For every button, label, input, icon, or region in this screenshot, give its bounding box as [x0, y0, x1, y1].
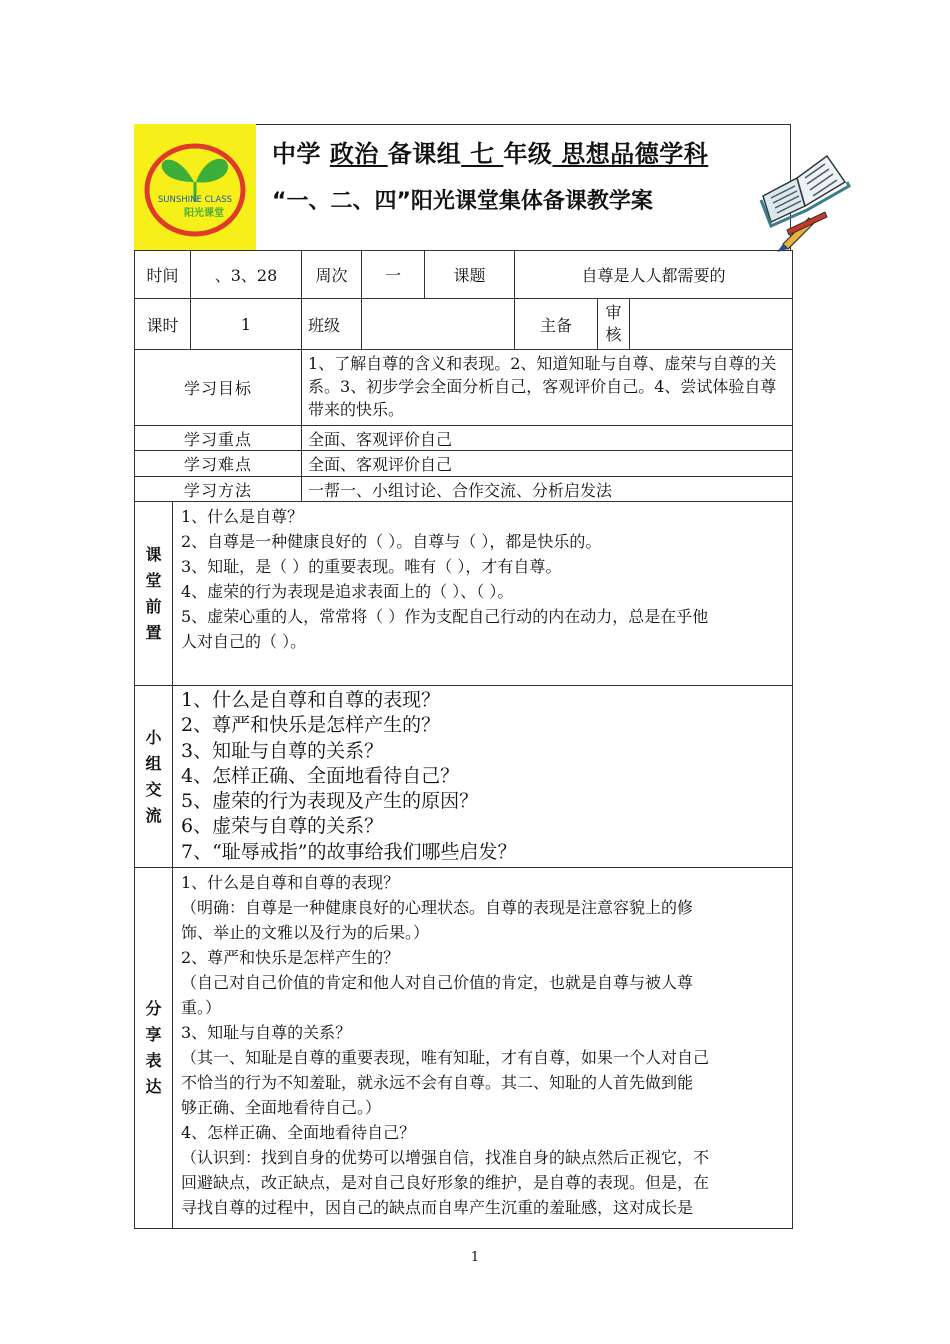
share-line: 不恰当的行为不知羞耻，就永远不会有自尊。其二、知耻的人首先做到能	[181, 1073, 694, 1093]
share-content	[173, 868, 793, 1229]
title-part-subject: 政治	[329, 140, 388, 168]
class-label: 班级	[302, 299, 362, 350]
goals-row	[135, 350, 793, 426]
svg-text:SUNSHINE CLASS: SUNSHINE CLASS	[157, 195, 233, 205]
topic-value: 自尊是人人都需要的	[515, 251, 793, 299]
week-value: 一	[362, 251, 425, 299]
review-value	[630, 299, 793, 350]
share-line: （其一、知耻是自尊的重要表现，唯有知耻，才有自尊，如果一个人对自己	[181, 1048, 710, 1068]
time-value: 、3、28	[191, 251, 302, 299]
preview-line: 1、什么是自尊？	[181, 507, 304, 526]
share-line: 回避缺点，改正缺点，是对自己良好形象的维护，是自尊的表现。但是，在	[181, 1173, 710, 1193]
share-line: 4、怎样正确、全面地看待自己？	[181, 1123, 416, 1143]
period-label: 课时	[135, 299, 191, 350]
share-line: 1、什么是自尊和自尊的表现？	[181, 873, 400, 893]
preview-label: 课 堂 前 置	[135, 502, 173, 686]
share-line: （自己对自己价值的肯定和他人对自己价值的肯定，也就是自尊与被人尊	[181, 973, 694, 993]
time-label: 时间	[135, 251, 191, 299]
title-part-grade-number: 七	[461, 140, 504, 168]
review-label-text: 审核	[605, 303, 622, 344]
group-label: 小 组 交 流	[135, 686, 173, 868]
class-value	[362, 299, 515, 350]
group-line: 4、怎样正确、全面地看待自己？	[181, 764, 460, 787]
page-number: 1	[470, 1250, 480, 1265]
share-line: （明确：自尊是一种健康良好的心理状态。自尊的表现是注意容貌上的修	[181, 898, 694, 918]
preview-line: 5、虚荣心重的人，常常将（ ）作为支配自己行动的内在动力，总是在乎他	[181, 607, 709, 626]
share-line: （认识到：找到自身的优势可以增强自信，找准自身的缺点然后正视它，不	[181, 1148, 710, 1168]
svg-text:阳光课堂: 阳光课堂	[184, 208, 224, 219]
share-line: 2、尊严和快乐是怎样产生的？	[181, 948, 400, 968]
group-line: 2、尊严和快乐是怎样产生的？	[181, 714, 441, 737]
title-part-group: 备课组	[387, 140, 462, 168]
method-row	[135, 477, 793, 502]
info-row-2	[135, 299, 793, 350]
method-text: 一帮一、小组讨论、合作交流、分析启发法	[302, 477, 793, 502]
difficulty-row	[135, 451, 793, 477]
goals-label: 学习目标	[135, 350, 302, 426]
group-line: 3、知耻与自尊的关系？	[181, 739, 384, 762]
sunshine-logo-icon	[134, 124, 256, 250]
period-value: 1	[191, 299, 302, 350]
topic-label: 课题	[425, 251, 515, 299]
share-line: 重。）	[181, 998, 222, 1018]
share-label: 分 享 表 达	[135, 868, 173, 1229]
focus-row	[135, 426, 793, 451]
goals-text: 1、了解自尊的含义和表现。2、知道知耻与自尊、虚荣与自尊的关系。3、初步学会全面分析自己，客观评价自己。4、尝试体验自尊带来的快乐。	[302, 350, 793, 426]
week-label: 周次	[302, 251, 362, 299]
share-line: 3、知耻与自尊的关系？	[181, 1023, 352, 1043]
lead-label: 主备	[515, 299, 598, 350]
group-line: 7、“耻辱戒指”的故事给我们哪些启发？	[181, 840, 517, 863]
share-line: 够正确、全面地看待自己。）	[181, 1098, 382, 1118]
group-row	[135, 686, 793, 868]
share-row	[135, 868, 793, 1229]
focus-label: 学习重点	[135, 426, 302, 451]
info-row-1	[135, 251, 793, 299]
review-label	[598, 299, 630, 350]
preview-line: 2、自尊是一种健康良好的（ ）。自尊与（ ），都是快乐的。	[181, 532, 602, 551]
group-content	[173, 686, 793, 868]
title-part-discipline: 思想品德学科	[552, 140, 709, 168]
method-label: 学习方法	[135, 477, 302, 502]
title-part-school: 中学	[272, 140, 330, 168]
share-line: 饰、举止的文雅以及行为的后果。）	[181, 923, 430, 943]
group-line: 5、虚荣的行为表现及产生的原因？	[181, 790, 479, 813]
header-subtitle: “一、二、四”阳光课堂集体备课教学案	[272, 189, 653, 214]
group-line: 6、虚荣与自尊的关系？	[181, 815, 384, 838]
preview-line: 4、虚荣的行为表现是追求表面上的（ ）、（ ）。	[181, 582, 514, 601]
group-line: 1、什么是自尊和自尊的表现？	[181, 689, 441, 711]
sunshine-class-logo	[134, 124, 256, 250]
title-part-grade: 年级	[503, 140, 553, 168]
preview-row	[135, 502, 793, 686]
preview-content	[173, 502, 793, 686]
header-title	[272, 134, 708, 169]
preview-line: 3、知耻，是（ ）的重要表现。唯有（ ），才有自尊。	[181, 557, 562, 576]
open-book-icon	[757, 136, 852, 254]
share-line: 寻找自尊的过程中，因自己的缺点而自卑产生沉重的羞耻感，这对成长是	[181, 1198, 694, 1218]
preview-line: 人对自己的（ ）。	[181, 632, 307, 651]
difficulty-label: 学习难点	[135, 451, 302, 477]
lesson-plan-table	[134, 250, 793, 1229]
difficulty-text: 全面、客观评价自己	[302, 451, 793, 477]
focus-text: 全面、客观评价自己	[302, 426, 793, 451]
